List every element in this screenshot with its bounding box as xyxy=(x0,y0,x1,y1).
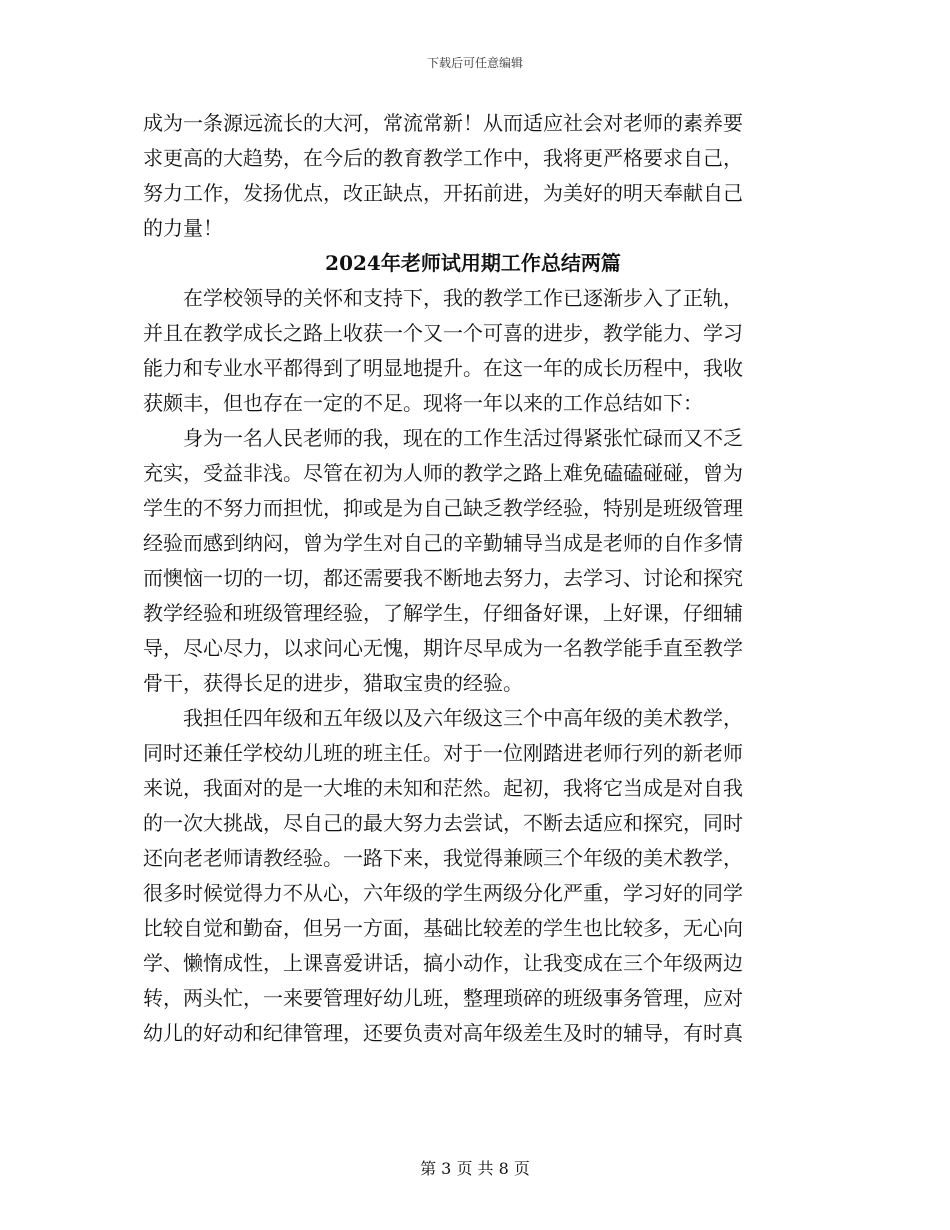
text-line: 导，尽心尽力，以求问心无愧，期许尽早成为一名教学能手直至教学 xyxy=(143,636,743,660)
text-line: 我担任四年级和五年级以及六年级这三个中高年级的美术教学， xyxy=(183,706,743,730)
text-line: 来说，我面对的是一大堆的未知和茫然。起初，我将它当成是对自我 xyxy=(143,776,743,800)
text-line: 经验而感到纳闷，曾为学生对自己的辛勤辅导当成是老师的自作多情 xyxy=(143,531,743,555)
intro-paragraph xyxy=(143,106,803,246)
page-header-note: 下载后可任意编辑 xyxy=(426,56,523,70)
text-line: 学、懒惰成性，上课喜爱讲话，搞小动作，让我变成在三个年级两边 xyxy=(143,951,743,975)
text-line: 很多时候觉得力不从心，六年级的学生两级分化严重，学习好的同学 xyxy=(143,881,743,905)
text-line: 转，两头忙，一来要管理好幼儿班，整理琐碎的班级事务管理，应对 xyxy=(143,986,743,1010)
text-line: 比较自觉和勤奋，但另一方面，基础比较差的学生也比较多，无心向 xyxy=(143,916,743,940)
text-line: 同时还兼任学校幼儿班的班主任。对于一位刚踏进老师行列的新老师 xyxy=(143,741,743,765)
text-line: 在学校领导的关怀和支持下，我的教学工作已逐渐步入了正轨， xyxy=(183,286,743,310)
document-title: 2024年老师试用期工作总结两篇 xyxy=(325,251,621,275)
text-line: 学生的不努力而担忧，抑或是为自己缺乏教学经验，特别是班级管理 xyxy=(143,496,743,520)
text-line: 求更高的大趋势，在今后的教育教学工作中，我将更严格要求自己， xyxy=(143,146,743,170)
text-line: 成为一条源远流长的大河，常流常新！从而适应社会对老师的素养要 xyxy=(143,111,743,135)
text-line: 努力工作，发扬优点，改正缺点，开拓前进，为美好的明天奉献自己 xyxy=(143,181,743,205)
text-line: 幼儿的好动和纪律管理，还要负责对高年级差生及时的辅导，有时真 xyxy=(143,1021,743,1045)
paragraph-1 xyxy=(143,281,803,421)
text-line: 充实，受益非浅。尽管在初为人师的教学之路上难免磕磕碰碰，曾为 xyxy=(143,461,743,485)
text-line: 的一次大挑战，尽自己的最大努力去尝试，不断去适应和探究，同时 xyxy=(143,811,743,835)
paragraph-2 xyxy=(143,421,803,701)
text-line: 身为一名人民老师的我，现在的工作生活过得紧张忙碌而又不乏 xyxy=(183,426,743,450)
text-line: 获颇丰，但也存在一定的不足。现将一年以来的工作总结如下： xyxy=(143,391,703,415)
text-line: 教学经验和班级管理经验，了解学生，仔细备好课，上好课，仔细辅 xyxy=(143,601,743,625)
text-line: 并且在教学成长之路上收获一个又一个可喜的进步，教学能力、学习 xyxy=(143,321,743,345)
text-line: 而懊恼一切的一切，都还需要我不断地去努力，去学习、讨论和探究 xyxy=(143,566,743,590)
text-line: 的力量！ xyxy=(143,216,223,240)
paragraph-3 xyxy=(143,701,803,1051)
text-line: 骨干，获得长足的进步，猎取宝贵的经验。 xyxy=(143,671,523,695)
text-line: 能力和专业水平都得到了明显地提升。在这一年的成长历程中，我收 xyxy=(143,356,743,380)
text-line: 还向老老师请教经验。一路下来，我觉得兼顾三个年级的美术教学， xyxy=(143,846,743,870)
document-body xyxy=(143,106,803,1051)
page-number: 第 3 页 共 8 页 xyxy=(420,1159,530,1178)
